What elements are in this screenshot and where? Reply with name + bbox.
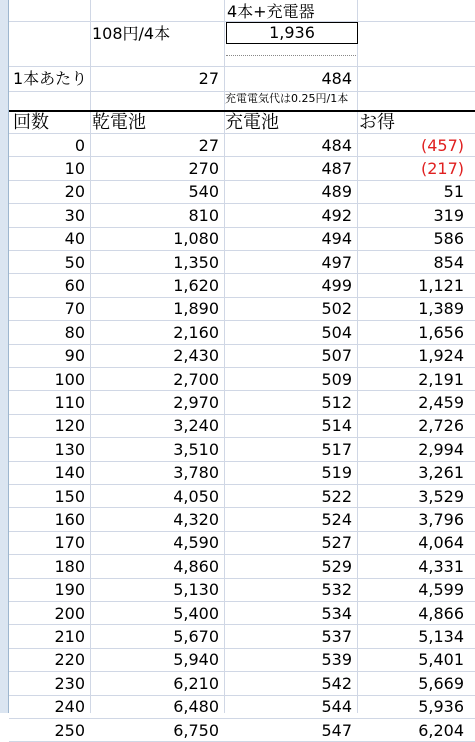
savings-cell[interactable]: 586 — [433, 229, 464, 249]
count-cell[interactable]: 210 — [54, 626, 85, 646]
recharge-cost-cell[interactable]: 524 — [321, 509, 352, 529]
recharge-cost-cell[interactable]: 484 — [321, 135, 352, 155]
recharge-cost-cell[interactable]: 492 — [321, 205, 352, 225]
recharge-cost-cell[interactable]: 504 — [321, 322, 352, 342]
row-divider — [9, 648, 475, 649]
dry-cost-cell[interactable]: 2,430 — [173, 346, 219, 366]
dry-cost-cell[interactable]: 6,210 — [173, 673, 219, 693]
count-cell[interactable]: 150 — [54, 486, 85, 506]
row-divider — [9, 203, 475, 204]
savings-cell[interactable]: 1,389 — [418, 299, 464, 319]
savings-cell[interactable]: 1,656 — [418, 322, 464, 342]
count-cell[interactable]: 10 — [64, 158, 85, 178]
count-cell[interactable]: 30 — [64, 205, 85, 225]
recharge-cost-cell[interactable]: 507 — [321, 346, 352, 366]
count-cell[interactable]: 70 — [64, 299, 85, 319]
row-divider — [9, 531, 475, 532]
charger-set-title[interactable]: 4本+充電器 — [227, 2, 315, 21]
count-cell[interactable]: 250 — [54, 720, 85, 740]
savings-cell[interactable]: 4,866 — [418, 603, 464, 623]
savings-cell[interactable]: 1,121 — [418, 275, 464, 295]
header-savings[interactable]: お得 — [359, 112, 395, 133]
recharge-cost-cell[interactable]: 542 — [321, 673, 352, 693]
savings-cell[interactable]: 2,459 — [418, 392, 464, 412]
savings-cell[interactable]: (457) — [420, 135, 464, 155]
spreadsheet-grid[interactable] — [9, 0, 475, 740]
savings-cell[interactable]: 4,599 — [418, 580, 464, 600]
row-divider — [9, 180, 475, 181]
savings-cell[interactable]: 4,064 — [418, 533, 464, 553]
count-cell[interactable]: 40 — [64, 229, 85, 249]
per-unit-dry[interactable]: 27 — [198, 69, 219, 88]
dry-cost-cell[interactable]: 810 — [188, 205, 219, 225]
count-cell[interactable]: 120 — [54, 416, 85, 436]
savings-cell[interactable]: 1,924 — [418, 346, 464, 366]
row-divider — [9, 390, 475, 391]
dry-cost-cell[interactable]: 27 — [198, 135, 219, 155]
recharge-cost-cell[interactable]: 539 — [321, 650, 352, 670]
dry-cost-cell[interactable]: 4,320 — [173, 509, 219, 529]
row-divider — [9, 601, 475, 602]
dry-cost-cell[interactable]: 1,350 — [173, 252, 219, 272]
count-cell[interactable]: 60 — [64, 275, 85, 295]
savings-cell[interactable]: 3,796 — [418, 509, 464, 529]
row-divider — [9, 414, 475, 415]
count-cell[interactable]: 140 — [54, 463, 85, 483]
row-divider — [9, 554, 475, 555]
savings-cell[interactable]: 2,994 — [418, 439, 464, 459]
row-divider — [9, 156, 475, 157]
dry-cost-cell[interactable]: 2,700 — [173, 369, 219, 389]
row-divider — [9, 250, 475, 251]
dry-cost-cell[interactable]: 5,130 — [173, 580, 219, 600]
dry-cost-cell[interactable]: 1,890 — [173, 299, 219, 319]
row-divider — [9, 578, 475, 579]
savings-cell[interactable]: 2,726 — [418, 416, 464, 436]
savings-cell[interactable]: (217) — [420, 158, 464, 178]
row-divider — [9, 718, 475, 719]
dry-cost-cell[interactable]: 6,480 — [173, 697, 219, 717]
savings-cell[interactable]: 2,191 — [418, 369, 464, 389]
recharge-cost-cell[interactable]: 509 — [321, 369, 352, 389]
count-cell[interactable]: 100 — [54, 369, 85, 389]
row-divider — [9, 507, 475, 508]
charger-total-cell[interactable]: 1,936 — [226, 22, 358, 44]
count-cell[interactable]: 200 — [54, 603, 85, 623]
row-divider — [9, 624, 475, 625]
recharge-cost-cell[interactable]: 514 — [321, 416, 352, 436]
row-divider — [9, 437, 475, 438]
header-rechargeable[interactable]: 充電池 — [225, 112, 279, 133]
savings-cell[interactable]: 5,134 — [418, 626, 464, 646]
dry-cost-cell[interactable]: 4,860 — [173, 556, 219, 576]
header-dry-battery[interactable]: 乾電池 — [92, 112, 146, 133]
column-divider — [357, 0, 358, 713]
count-cell[interactable]: 160 — [54, 509, 85, 529]
recharge-cost-cell[interactable]: 497 — [321, 252, 352, 272]
savings-cell[interactable]: 4,331 — [418, 556, 464, 576]
dry-cost-cell[interactable]: 1,080 — [173, 229, 219, 249]
count-cell[interactable]: 90 — [64, 346, 85, 366]
recharge-cost-cell[interactable]: 534 — [321, 603, 352, 623]
dry-cost-cell[interactable]: 6,750 — [173, 720, 219, 740]
header-count[interactable]: 回数 — [13, 112, 49, 133]
count-cell[interactable]: 170 — [54, 533, 85, 553]
row-divider — [9, 66, 475, 67]
count-cell[interactable]: 230 — [54, 673, 85, 693]
count-cell[interactable]: 0 — [74, 135, 85, 155]
dry-cost-cell[interactable]: 1,620 — [173, 275, 219, 295]
recharge-cost-cell[interactable]: 499 — [321, 275, 352, 295]
savings-cell[interactable]: 51 — [443, 182, 464, 202]
dry-cost-cell[interactable]: 3,240 — [173, 416, 219, 436]
row-divider — [9, 344, 475, 345]
dry-cost-cell[interactable]: 540 — [188, 182, 219, 202]
dry-cost-cell[interactable]: 2,160 — [173, 322, 219, 342]
dry-cost-cell[interactable]: 2,970 — [173, 392, 219, 412]
recharge-cost-cell[interactable]: 529 — [321, 556, 352, 576]
recharge-cost-cell[interactable]: 517 — [321, 439, 352, 459]
count-cell[interactable]: 50 — [64, 252, 85, 272]
dry-cost-cell[interactable]: 3,510 — [173, 439, 219, 459]
row-divider — [9, 133, 475, 134]
recharge-cost-cell[interactable]: 522 — [321, 486, 352, 506]
dry-cost-cell[interactable]: 3,780 — [173, 463, 219, 483]
row-divider — [9, 461, 475, 462]
row-divider — [9, 227, 475, 228]
row-divider — [9, 695, 475, 696]
dry-cost-cell[interactable]: 5,670 — [173, 626, 219, 646]
recharge-cost-cell[interactable]: 489 — [321, 182, 352, 202]
recharge-cost-cell[interactable]: 502 — [321, 299, 352, 319]
recharge-cost-cell[interactable]: 519 — [321, 463, 352, 483]
recharge-cost-cell[interactable]: 537 — [321, 626, 352, 646]
row-divider — [9, 671, 475, 672]
electricity-note[interactable]: 充電電気代は0.25円/1本 — [225, 92, 349, 105]
savings-cell[interactable]: 5,401 — [418, 650, 464, 670]
count-cell[interactable]: 240 — [54, 697, 85, 717]
dry-price-label[interactable]: 108円/4本 — [92, 24, 171, 43]
recharge-cost-cell[interactable]: 544 — [321, 697, 352, 717]
savings-cell[interactable]: 319 — [433, 205, 464, 225]
savings-cell[interactable]: 854 — [433, 252, 464, 272]
count-cell[interactable]: 130 — [54, 439, 85, 459]
recharge-cost-cell[interactable]: 494 — [321, 229, 352, 249]
dry-cost-cell[interactable]: 4,590 — [173, 533, 219, 553]
count-cell[interactable]: 110 — [54, 392, 85, 412]
count-cell[interactable]: 190 — [54, 580, 85, 600]
row-divider — [9, 297, 475, 298]
dry-cost-cell[interactable]: 270 — [188, 158, 219, 178]
recharge-cost-cell[interactable]: 532 — [321, 580, 352, 600]
dry-cost-cell[interactable]: 4,050 — [173, 486, 219, 506]
recharge-cost-cell[interactable]: 487 — [321, 158, 352, 178]
row-divider — [9, 367, 475, 368]
column-divider — [90, 0, 91, 713]
per-unit-rechargeable[interactable]: 484 — [321, 69, 352, 88]
row-divider — [9, 273, 475, 274]
count-cell[interactable]: 220 — [54, 650, 85, 670]
dotted-separator — [226, 55, 356, 58]
savings-cell[interactable]: 6,204 — [418, 720, 464, 740]
row-divider — [9, 484, 475, 485]
count-cell[interactable]: 20 — [64, 182, 85, 202]
row-header-strip[interactable] — [0, 0, 9, 713]
per-unit-label[interactable]: 1本あたり — [13, 69, 88, 88]
savings-cell[interactable]: 3,261 — [418, 463, 464, 483]
savings-cell[interactable]: 5,936 — [418, 697, 464, 717]
count-cell[interactable]: 180 — [54, 556, 85, 576]
recharge-cost-cell[interactable]: 512 — [321, 392, 352, 412]
recharge-cost-cell[interactable]: 547 — [321, 720, 352, 740]
savings-cell[interactable]: 3,529 — [418, 486, 464, 506]
dry-cost-cell[interactable]: 5,400 — [173, 603, 219, 623]
recharge-cost-cell[interactable]: 527 — [321, 533, 352, 553]
savings-cell[interactable]: 5,669 — [418, 673, 464, 693]
row-divider — [9, 320, 475, 321]
count-cell[interactable]: 80 — [64, 322, 85, 342]
dry-cost-cell[interactable]: 5,940 — [173, 650, 219, 670]
